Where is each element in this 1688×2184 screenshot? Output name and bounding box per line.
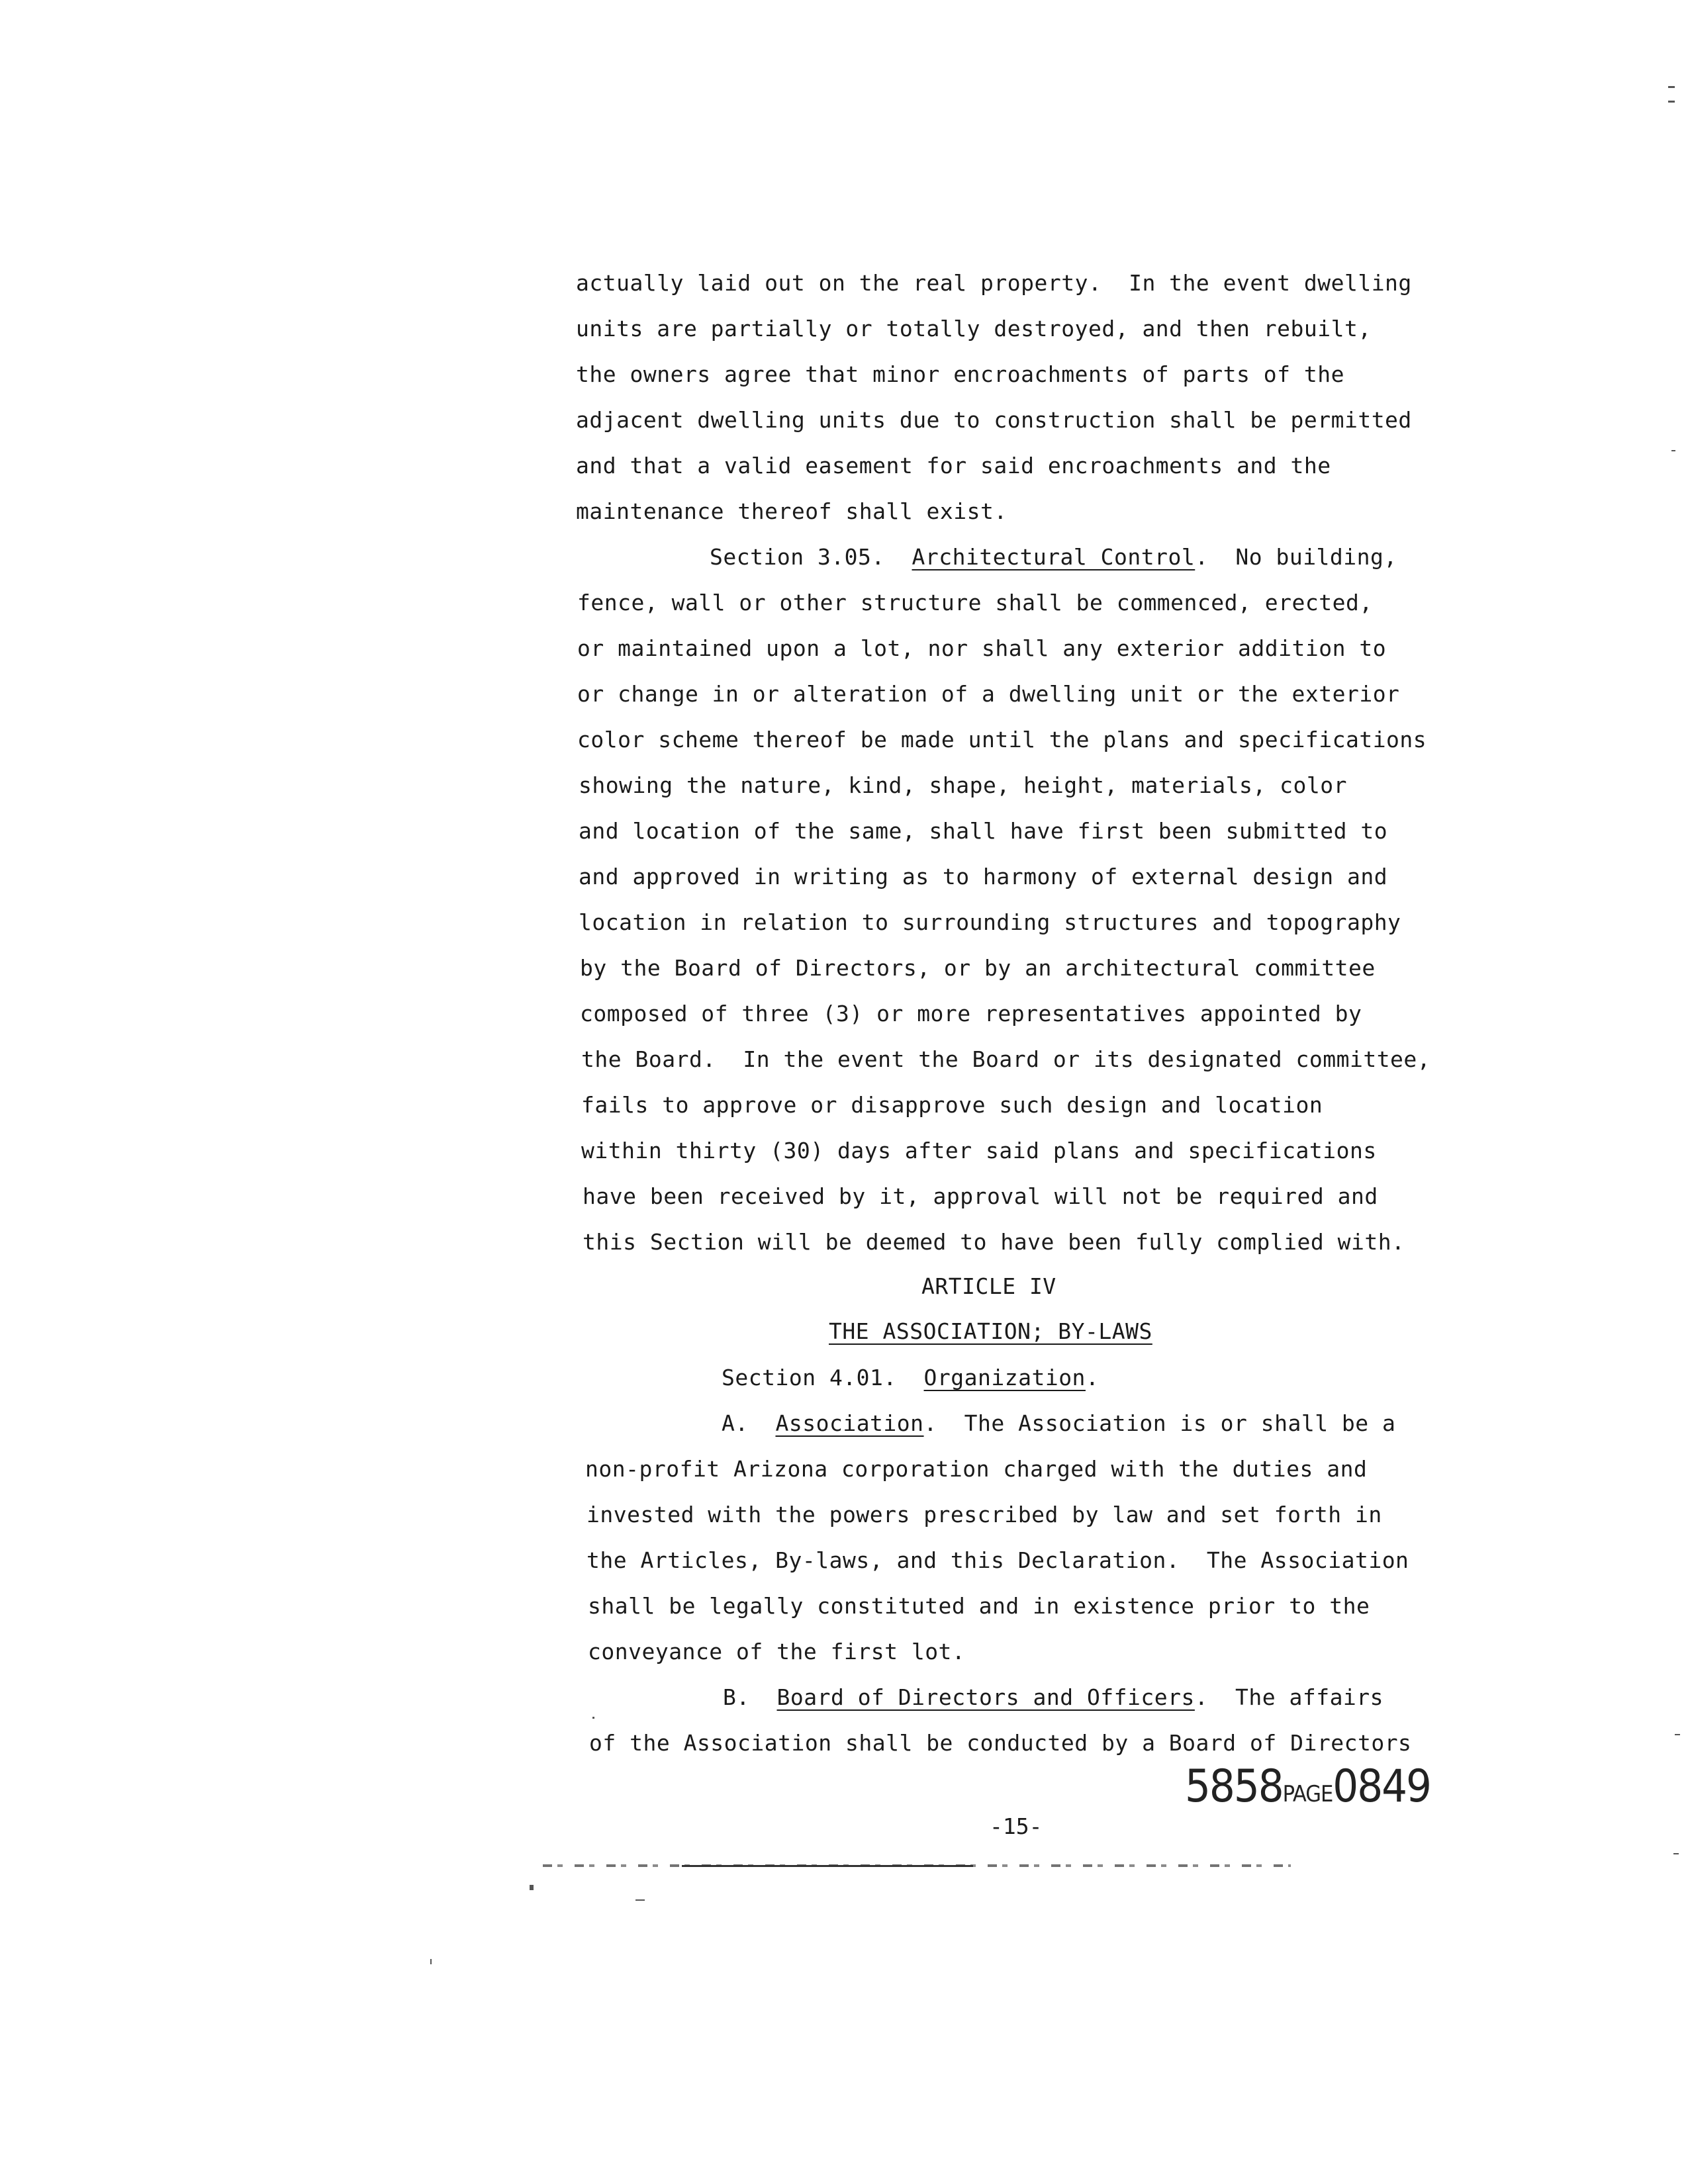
text-line: fails to approve or disapprove such design and location — [581, 1092, 1323, 1118]
text-line: composed of three (3) or more representatives appointed by — [580, 1001, 1362, 1026]
scan-speck — [635, 1899, 645, 1901]
scan-speck — [530, 1885, 534, 1890]
text-line: showing the nature, kind, shape, height, materials, color — [579, 772, 1347, 798]
text-line: fence, wall or other structure shall be commenced, erected, — [577, 590, 1373, 615]
scan-speck — [1675, 1734, 1680, 1735]
text-line: invested with the powers prescribed by law and set forth in — [586, 1502, 1382, 1527]
stamp-page-label: PAGE — [1282, 1781, 1333, 1807]
text-line: within thirty (30) days after said plans and specifications — [581, 1138, 1377, 1163]
subsection-letter: A. — [722, 1410, 776, 1436]
section-heading-tail: . — [1085, 1365, 1100, 1390]
subsection-title: Association — [775, 1410, 924, 1436]
text-line: maintenance thereof shall exist. — [576, 498, 1008, 524]
scan-artifact-rule — [682, 1865, 973, 1867]
text-line: color scheme thereof be made until the plans and specifications — [577, 727, 1427, 752]
subsection-title: Board of Directors and Officers — [776, 1684, 1195, 1710]
scan-speck — [1671, 450, 1675, 451]
text-line: or change in or alteration of a dwelling unit or the exterior — [577, 681, 1400, 707]
text-line: of the Association shall be conducted by a Board of Directors — [589, 1730, 1412, 1756]
subsection-letter: B. — [723, 1684, 777, 1710]
recording-stamp — [1185, 1760, 1430, 1813]
section-number: Section 3.05. — [710, 544, 912, 570]
scan-speck — [1673, 1853, 1679, 1854]
text-line: and location of the same, shall have first been submitted to — [579, 818, 1388, 844]
subsection-heading-b — [723, 1684, 1383, 1711]
scan-speck — [430, 1959, 432, 1964]
section-title: Organization — [923, 1365, 1086, 1390]
section-title: Architectural Control — [912, 544, 1196, 570]
text-line: the Board. In the event the Board or its designated committee, — [581, 1046, 1431, 1072]
text-line: conveyance of the first lot. — [588, 1639, 966, 1664]
subsection-heading-tail: . The Association is or shall be a — [923, 1410, 1396, 1436]
text-line: by the Board of Directors, or by an architectural committee — [580, 955, 1376, 981]
text-line: and that a valid easement for said encroachments and the — [576, 453, 1331, 478]
scan-speck — [1668, 86, 1675, 88]
text-line: have been received by it, approval will not be required and — [583, 1183, 1378, 1209]
subsection-heading-tail: . The affairs — [1194, 1684, 1384, 1710]
scan-speck — [592, 1717, 594, 1719]
article-title — [829, 1318, 1152, 1345]
text-line: shall be legally constituted and in existence prior to the — [588, 1593, 1370, 1619]
text-line: non-profit Arizona corporation charged with the duties and — [585, 1456, 1368, 1482]
section-number: Section 4.01. — [722, 1365, 924, 1390]
text-line: or maintained upon a lot, nor shall any exterior addition to — [577, 635, 1387, 661]
stamp-page: 0849 — [1333, 1760, 1430, 1813]
section-heading-4-01 — [722, 1365, 1099, 1391]
scan-speck — [1668, 101, 1675, 103]
section-heading-3-05 — [710, 544, 1397, 570]
subsection-heading-a — [722, 1410, 1395, 1437]
article-number: ARTICLE IV — [921, 1273, 1056, 1299]
text-line: adjacent dwelling units due to construction shall be permitted — [576, 407, 1412, 433]
article-title-text: THE ASSOCIATION; BY-LAWS — [829, 1318, 1152, 1344]
text-line: the owners agree that minor encroachments of parts of the — [576, 361, 1344, 387]
stamp-book: 5858 — [1185, 1760, 1283, 1813]
text-line: units are partially or totally destroyed, and then rebuilt, — [576, 316, 1372, 341]
text-line: location in relation to surrounding structures and topography — [579, 909, 1401, 935]
page-number: -15- — [990, 1813, 1043, 1839]
text-line: this Section will be deemed to have been fully complied with. — [583, 1229, 1405, 1255]
text-line: and approved in writing as to harmony of external design and — [579, 864, 1388, 889]
section-heading-tail: . No building, — [1195, 544, 1397, 570]
text-line: the Articles, By-laws, and this Declaration. The Association — [586, 1547, 1409, 1573]
text-line: actually laid out on the real property. In the event dwelling — [576, 270, 1412, 296]
